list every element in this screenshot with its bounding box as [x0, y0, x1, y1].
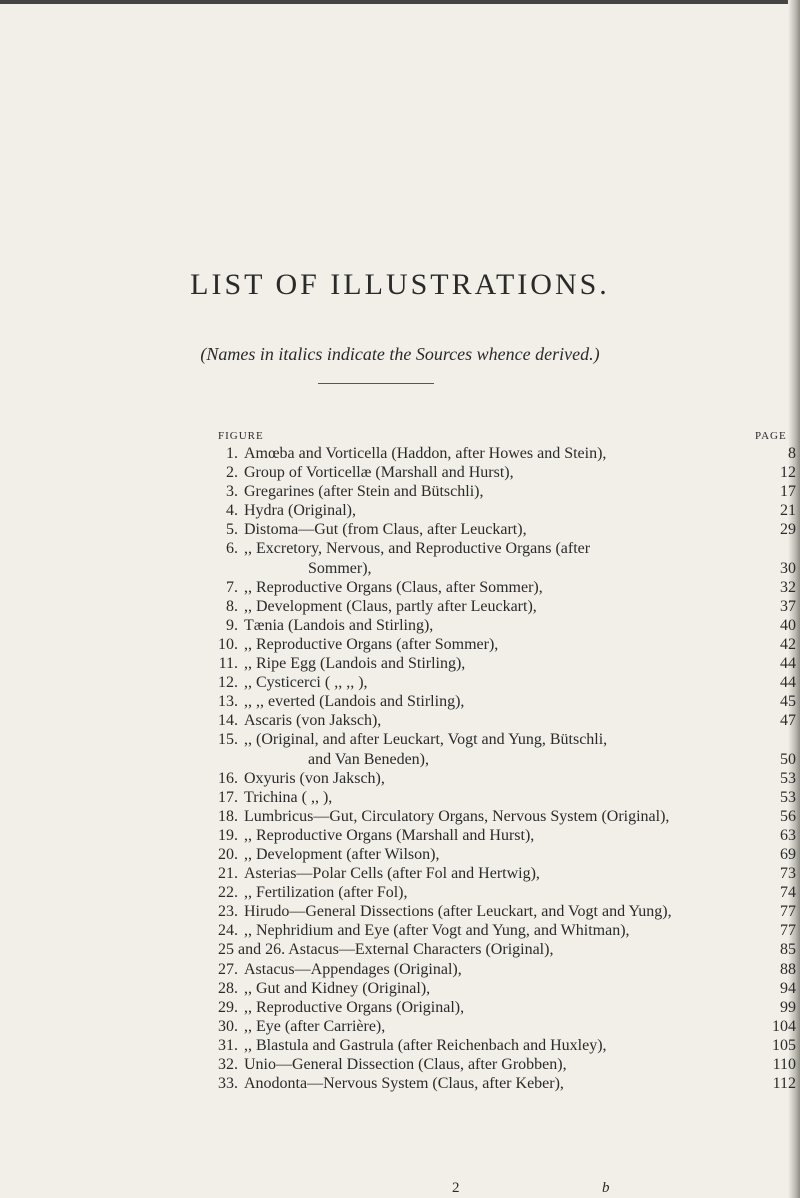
- page-number: 74: [780, 884, 796, 902]
- page-number: 42: [780, 635, 796, 653]
- divider-rule: [318, 383, 434, 384]
- figure-number: 32.: [218, 1056, 238, 1073]
- figure-number: 21.: [218, 865, 238, 883]
- figure-number: 10.: [218, 635, 238, 653]
- list-item: [218, 597, 796, 616]
- page-number: 29: [780, 521, 796, 539]
- figure-number: 17.: [218, 788, 238, 806]
- figure-number: 16.: [218, 769, 238, 787]
- list-item: [218, 769, 796, 788]
- figure-caption: Anodonta—Nervous System (Claus, after Keber),: [244, 1075, 564, 1093]
- list-item: [218, 1074, 796, 1093]
- page-number: 53: [780, 769, 796, 787]
- figure-number: 6.: [226, 540, 238, 558]
- figure-number: 30.: [218, 1017, 238, 1035]
- list-item: [218, 539, 796, 558]
- figure-caption: ,, Fertilization (after Fol),: [244, 884, 408, 902]
- figure-caption: ,, Blastula and Gastrula (after Reichenbach and Huxley),: [244, 1036, 607, 1054]
- list-item: [218, 673, 796, 692]
- page-number: 44: [780, 655, 796, 673]
- list-item: [218, 520, 796, 539]
- page-number: 85: [780, 941, 796, 959]
- page-title: LIST OF ILLUSTRATIONS.: [190, 268, 610, 301]
- list-item: [218, 902, 796, 921]
- list-item: [218, 826, 796, 845]
- figure-caption: Gregarines (after Stein and Bütschli),: [244, 483, 484, 501]
- figure-caption: Asterias—Polar Cells (after Fol and Hertwig),: [244, 865, 540, 883]
- figure-caption: Group of Vorticellæ (Marshall and Hurst),: [244, 464, 514, 482]
- list-item: [218, 730, 796, 749]
- page-number: 21: [780, 502, 796, 520]
- figure-number: 11.: [218, 655, 238, 673]
- page-number: 40: [780, 616, 796, 634]
- list-item: [218, 654, 796, 673]
- list-item: [218, 578, 796, 597]
- figure-number: 19.: [218, 826, 238, 844]
- figure-caption: ,, Cysticerci ( ,, ,, ),: [244, 674, 368, 692]
- list-item: [218, 1036, 796, 1055]
- figure-number: 15.: [218, 731, 238, 749]
- list-item: [218, 979, 796, 998]
- page-number: 77: [780, 903, 796, 921]
- figure-caption: ,, Development (after Wilson),: [244, 845, 440, 863]
- page-number: 63: [780, 826, 796, 844]
- figure-caption: and Van Beneden),: [308, 750, 429, 768]
- page-number: 50: [780, 750, 796, 768]
- figure-caption: Amœba and Vorticella (Haddon, after Howes and Stein),: [244, 445, 607, 462]
- figure-caption: ,, Reproductive Organs (Marshall and Hurst),: [244, 826, 535, 844]
- list-item: [218, 1055, 796, 1074]
- list-item: [218, 807, 796, 826]
- figure-number: 23.: [218, 903, 238, 921]
- page-column-header: PAGE: [755, 430, 787, 442]
- figure-caption: ,, Ripe Egg (Landois and Stirling),: [244, 655, 466, 673]
- illustrations-list: [218, 444, 796, 1093]
- page-number: 32: [780, 578, 796, 596]
- top-border: [0, 0, 800, 4]
- figure-number: 3.: [226, 483, 238, 501]
- figure-caption: ,, Gut and Kidney (Original),: [244, 979, 431, 997]
- figure-number: 8.: [226, 597, 238, 615]
- figure-number: 14.: [218, 712, 238, 730]
- list-item: [218, 482, 796, 501]
- figure-caption: ,, Reproductive Organs (Original),: [244, 998, 465, 1016]
- figure-caption: Tænia (Landois and Stirling),: [244, 616, 434, 634]
- figure-number: 22.: [218, 884, 238, 902]
- figure-caption: ,, Reproductive Organs (Claus, after Sommer),: [244, 578, 543, 596]
- signature-mark-right: b: [602, 1180, 610, 1196]
- signature-mark-left: 2: [452, 1180, 460, 1196]
- list-item: [218, 635, 796, 654]
- page-number: 17: [780, 483, 796, 501]
- list-item: [218, 788, 796, 807]
- figure-number: 27.: [218, 960, 238, 978]
- figure-number: 13.: [218, 693, 238, 711]
- page-number: 77: [780, 922, 796, 940]
- figure-caption: Ascaris (von Jaksch),: [244, 712, 382, 730]
- list-item: [218, 1017, 796, 1036]
- figure-caption: Sommer),: [308, 559, 372, 577]
- page-number: 104: [772, 1017, 796, 1035]
- figure-number: 2.: [226, 464, 238, 482]
- list-item: [218, 559, 796, 578]
- figure-caption: Distoma—Gut (from Claus, after Leuckart),: [244, 521, 527, 539]
- figure-caption: Unio—General Dissection (Claus, after Grobben),: [244, 1056, 567, 1073]
- figure-number: 4.: [226, 502, 238, 520]
- figure-caption: ,, ,, everted (Landois and Stirling),: [244, 693, 465, 711]
- page-number: 37: [780, 597, 796, 615]
- figure-number: 9.: [226, 616, 238, 634]
- figure-caption: Lumbricus—Gut, Circulatory Organs, Nervous System (Original),: [244, 807, 670, 825]
- page-number: 110: [772, 1056, 796, 1073]
- figure-column-header: FIGURE: [218, 430, 264, 442]
- figure-caption: Hirudo—General Dissections (after Leuckart, and Vogt and Yung),: [244, 903, 672, 921]
- page-number: 99: [780, 998, 796, 1016]
- figure-number: 7.: [226, 578, 238, 596]
- figure-number: 12.: [218, 674, 238, 692]
- page-number: 8: [788, 445, 796, 462]
- figure-number: 1.: [226, 445, 238, 462]
- figure-caption: ,, (Original, and after Leuckart, Vogt and Yung, Bütschli,: [244, 731, 608, 749]
- page-number: 44: [780, 674, 796, 692]
- list-item: [218, 921, 796, 940]
- figure-caption: Hydra (Original),: [244, 502, 356, 520]
- figure-caption: 25 and 26. Astacus—External Characters (Original),: [218, 941, 554, 959]
- list-item: [218, 463, 796, 482]
- figure-caption: ,, Eye (after Carrière),: [244, 1017, 386, 1035]
- page-number: 56: [780, 807, 796, 825]
- list-item: [218, 998, 796, 1017]
- page-number: 45: [780, 693, 796, 711]
- page-number: 112: [772, 1075, 796, 1093]
- figure-caption: Oxyuris (von Jaksch),: [244, 769, 385, 787]
- figure-number: 24.: [218, 922, 238, 940]
- page-number: 88: [780, 960, 796, 978]
- page-number: 69: [780, 845, 796, 863]
- figure-caption: ,, Reproductive Organs (after Sommer),: [244, 635, 499, 653]
- page-number: 94: [780, 979, 796, 997]
- page-number: 73: [780, 865, 796, 883]
- figure-caption: ,, Excretory, Nervous, and Reproductive Organs (after: [244, 540, 591, 558]
- page-number: 30: [780, 559, 796, 577]
- list-item: [218, 444, 796, 463]
- figure-number: 18.: [218, 807, 238, 825]
- figure-number: 20.: [218, 845, 238, 863]
- list-item: [218, 750, 796, 769]
- list-item: [218, 940, 796, 959]
- figure-caption: Astacus—Appendages (Original),: [244, 960, 462, 978]
- page-number: 12: [780, 464, 796, 482]
- page-number: 47: [780, 712, 796, 730]
- list-item: [218, 692, 796, 711]
- figure-caption: ,, Nephridium and Eye (after Vogt and Yung, and Whitman),: [244, 922, 630, 940]
- list-item: [218, 864, 796, 883]
- figure-number: 29.: [218, 998, 238, 1016]
- figure-number: 5.: [226, 521, 238, 539]
- list-item: [218, 616, 796, 635]
- list-item: [218, 501, 796, 520]
- figure-caption: ,, Development (Claus, partly after Leuckart),: [244, 597, 537, 615]
- figure-number: 28.: [218, 979, 238, 997]
- list-item: [218, 883, 796, 902]
- list-item: [218, 845, 796, 864]
- figure-number: 33.: [218, 1075, 238, 1093]
- italic-note: (Names in italics indicate the Sources whence derived.): [200, 344, 600, 364]
- page-number: 105: [772, 1036, 796, 1054]
- figure-number: 31.: [218, 1036, 238, 1054]
- list-item: [218, 711, 796, 730]
- figure-caption: Trichina ( ,, ),: [244, 788, 333, 806]
- list-item: [218, 960, 796, 979]
- page-number: 53: [780, 788, 796, 806]
